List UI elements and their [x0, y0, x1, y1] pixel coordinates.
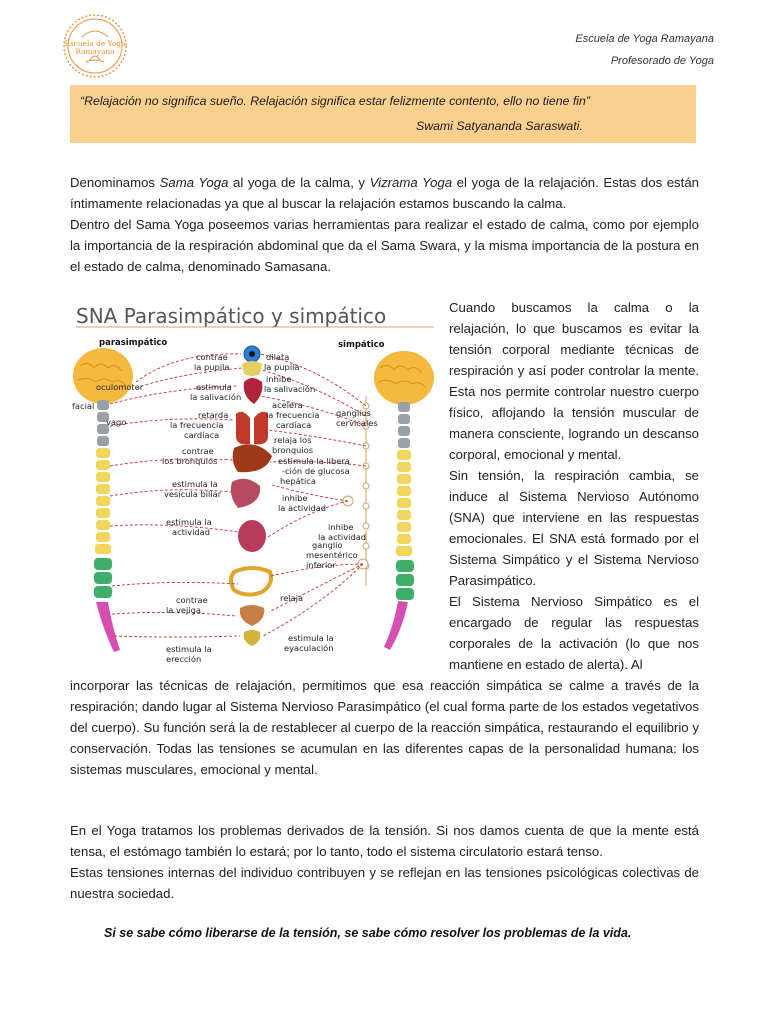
sna-diagram — [66, 296, 440, 671]
left-brain-icon — [73, 348, 133, 404]
right-column-text — [449, 297, 699, 675]
svg-text:contraela pupila — [194, 352, 230, 372]
yoga-paragraph-2: Estas tensiones internas del individuo contribuyen y se reflejan en las tensiones psicológicas colectivas de nuestra sociedad. — [70, 865, 699, 901]
symp-label-line: bronquios — [272, 445, 314, 455]
right-paragraph-1: Cuando buscamos la calma o la relajación, lo que buscamos es evitar la tensión corporal mediante técnicas de respiración y así poder controlar la mente. Esta nos permite controlar nuestro cuerpo físico, aflojando la tensión muscular de manera consciente, logrando un descanso corporal, emocional y mental. — [449, 300, 699, 462]
yoga-paragraph-1: En el Yoga tratamos los problemas derivados de la tensión. Si nos damos cuenta de que la mente está tensa, el estómago también lo estará; por lo tanto, todo el sistema circulatorio estará tenso. — [70, 823, 699, 859]
para-label-line: estimula la — [166, 644, 212, 654]
svg-text:dilatala pupila — [264, 352, 300, 372]
closing-quote: Si se sabe cómo liberarse de la tensión, se sabe cómo resolver los problemas de la vida. — [104, 926, 632, 940]
para-label-line: vesícula biliar — [164, 489, 222, 499]
ganglia-label: inferior — [306, 560, 336, 570]
nerve-label: vago — [106, 417, 127, 427]
yoga-section — [70, 820, 699, 904]
para-label-line: contrae — [182, 446, 214, 456]
vizrama-yoga-term: Vizrama Yoga — [369, 175, 453, 190]
school-logo — [62, 13, 128, 79]
svg-text:estimulala salivación — [190, 382, 241, 402]
svg-text:estimula laerección — [166, 644, 212, 664]
intro-paragraph-1 — [70, 172, 699, 214]
symp-label-line: inhibe — [282, 493, 308, 503]
symp-label-line: estimula la — [288, 633, 334, 643]
ganglia-label: mesentérico — [306, 550, 358, 560]
para-label-line: contrae — [176, 595, 208, 605]
intro-section — [70, 172, 699, 277]
svg-text:retardala frecuenciacardíaca — [170, 410, 228, 440]
svg-text:acelerala frecuenciacardíaca — [266, 400, 319, 430]
ganglia-label: ganglios — [336, 408, 371, 418]
quote-author: Swami Satyananda Saraswati. — [416, 119, 583, 133]
logo-text: Ramayana — [75, 47, 115, 56]
symp-label-line: la frecuencia — [266, 410, 320, 420]
nerve-label: facial — [72, 401, 95, 411]
svg-text:inhibela actividad — [318, 522, 366, 542]
symp-label-line: la salivación — [264, 384, 316, 394]
para-label-line: actividad — [172, 527, 211, 537]
svg-text:estimula lavesícula biliar — [164, 479, 222, 499]
svg-text:estimula laeyaculación — [284, 633, 334, 653]
symp-label-line: -ción de glucosa — [282, 466, 350, 476]
intro-paragraph-2: Dentro del Sama Yoga poseemos varias herramientas para realizar el estado de calma, como por ejemplo la importancia de la respiración abdominal que da el Sama Swara, y la misma importancia de la postura en el estado de calma, denominado Samasana. — [70, 217, 699, 274]
symp-label-line: la actividad — [318, 532, 367, 542]
symp-label-line: inhibe — [328, 522, 354, 532]
para-labels — [162, 352, 241, 664]
right-brain-icon — [374, 351, 434, 405]
symp-label-line: la pupila — [264, 362, 300, 372]
symp-label-line: cardíaca — [276, 420, 312, 430]
symp-label-line: relaja los — [274, 435, 312, 445]
quote-box — [70, 85, 696, 143]
symp-label-line: estimula la libera — [278, 456, 350, 466]
para-label-line: los bronquios — [162, 456, 218, 466]
svg-text:inhibela salivación — [264, 374, 315, 394]
svg-text:contraela vejiga — [166, 595, 208, 615]
intro-text: Denominamos — [70, 175, 160, 190]
sympathetic-heading: simpático — [338, 340, 385, 350]
logo-text: Escuela de Yoga — [64, 39, 126, 48]
svg-text:inhibela actividad — [278, 493, 326, 513]
right-spine-icon — [384, 402, 414, 650]
para-label-line: estimula la — [166, 517, 212, 527]
symp-label-line: eyaculación — [284, 643, 334, 653]
symp-label-line: la actividad — [278, 503, 327, 513]
ganglia-label: cervicales — [336, 418, 378, 428]
svg-text:contraelos bronquios — [162, 446, 217, 466]
diagram-title: SNA Parasimpático y simpático — [76, 304, 387, 328]
nerve-label: oculomotor — [96, 382, 144, 392]
symp-label-line: acelera — [272, 400, 303, 410]
symp-label-line: hepática — [280, 476, 316, 486]
symp-label-line: inhibe — [266, 374, 292, 384]
right-paragraph-3: El Sistema Nervioso Simpático es el encargado de regular las respuestas corporales de la activación (lo que nos mantiene en estado de alerta). Al — [449, 594, 699, 672]
symp-label-line: dilata — [266, 352, 290, 362]
para-label-line: cardíaca — [184, 430, 220, 440]
parasympathetic-heading: parasimpático — [99, 338, 168, 348]
quote-text: “Relajación no significa sueño. Relajación significa estar felizmente contento, ello no tiene fin” — [80, 94, 590, 108]
para-label-line: contrae — [196, 352, 228, 362]
para-label-line: erección — [166, 654, 202, 664]
svg-text:gangliomesentéricoinferior — [306, 540, 358, 570]
para-label-line: la pupila — [194, 362, 230, 372]
ganglia-label: ganglio — [312, 540, 343, 550]
svg-text:estimula la libera-ción de glu — [278, 456, 350, 486]
para-label-line: la frecuencia — [170, 420, 224, 430]
symp-label-line: relaja — [280, 593, 304, 603]
para-label-line: retarda — [198, 410, 229, 420]
sama-yoga-term: Sama Yoga — [159, 175, 229, 190]
para-label-line: la vejiga — [166, 605, 202, 615]
right-paragraph-2: Sin tensión, la respiración cambia, se induce al Sistema Nervioso Autónomo (SNA) que interviene en las respuestas emocionales. El SNA está formado por el Sistema Simpático y el Sistema Nervioso Parasimpático. — [449, 468, 699, 588]
para-label-line: la salivación — [190, 392, 242, 402]
course-name: Profesorado de Yoga — [610, 55, 714, 67]
svg-text:estimula laactividad — [166, 517, 212, 537]
continuation-paragraph: incorporar las técnicas de relajación, permitimos que esa reacción simpática se calme a través de la respiración; dando lugar al Sistema Nervioso Parasimpático (el cual forma parte de los estados vegetativos del cuerpo). Su función será la de restablecer al cuerpo de la reacción simpática, restaurando el equilibrio y conservación. Todas las tensiones se acumulan en las diferentes capas de la personalidad humana: los sistemas musculares, emocional y mental. — [70, 678, 699, 777]
svg-text:relaja losbronquios — [272, 435, 313, 455]
svg-text:ganglioscervicales — [336, 408, 378, 428]
sympathetic-arrows — [260, 354, 366, 636]
intro-text: al yoga de la calma, y — [228, 175, 370, 190]
school-name: Escuela de Yoga Ramayana — [575, 33, 714, 45]
intro-text: el yoga de la relajación. Estas dos están íntimamente relacionadas ya que al buscar la relajación estamos buscando la calma. — [70, 175, 699, 211]
para-label-line: estimula — [196, 382, 232, 392]
para-label-line: estimula la — [172, 479, 218, 489]
